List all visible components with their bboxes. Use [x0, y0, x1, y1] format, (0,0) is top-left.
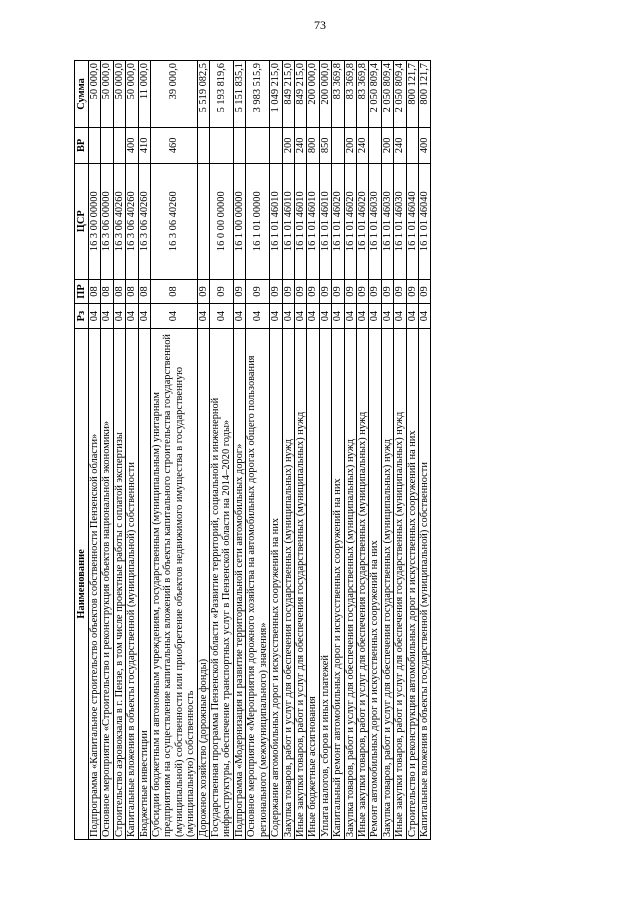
row-csr: 16 1 01 46010: [307, 163, 319, 279]
row-sum: 2 050 809,4: [381, 61, 393, 128]
row-sum: 39 000,0: [151, 61, 198, 128]
row-pr: 08: [126, 279, 138, 304]
table-row: [406, 61, 418, 840]
row-rz: 04: [101, 304, 113, 329]
row-rz: 04: [418, 304, 430, 329]
row-sum: 849 215,0: [282, 61, 294, 128]
row-rz: 04: [319, 304, 331, 329]
row-vr: 850: [319, 128, 331, 164]
row-name: Дорожное хозяйство (дорожные фонды): [197, 328, 209, 839]
table-row: [246, 61, 270, 840]
row-pr: 09: [246, 279, 270, 304]
row-pr: 09: [319, 279, 331, 304]
row-name: Государственная программа Пензенской области «Развитие территорий, социальной и инженерной инфраструктуры, обеспечение транспортных услуг в Пензенской области на 2014–2020 годы»: [210, 328, 234, 839]
row-csr: 16 1 01 46010: [282, 163, 294, 279]
row-pr: 08: [89, 279, 101, 304]
row-pr: 09: [406, 279, 418, 304]
row-pr: 09: [381, 279, 393, 304]
row-name: Иные бюджетные ассигнования: [307, 328, 319, 839]
header-pr: ПР: [75, 279, 89, 304]
row-sum: 800 121,7: [418, 61, 430, 128]
row-rz: 04: [381, 304, 393, 329]
row-csr: 16 1 01 00000: [246, 163, 270, 279]
row-pr: 08: [151, 279, 198, 304]
row-csr: 16 1 01 46040: [406, 163, 418, 279]
row-sum: 2 050 809,4: [394, 61, 406, 128]
row-rz: 04: [113, 304, 125, 329]
row-csr: 16 1 01 46030: [394, 163, 406, 279]
row-rz: 04: [294, 304, 306, 329]
row-csr: 16 1 01 46030: [381, 163, 393, 279]
row-name: Иные закупки товаров, работ и услуг для обеспечения государственных (муниципальных) нужд: [356, 328, 368, 839]
row-vr: [270, 128, 282, 164]
row-csr: 16 1 01 46010: [294, 163, 306, 279]
row-sum: 83 369,8: [344, 61, 356, 128]
budget-table: [74, 60, 431, 840]
row-pr: 09: [394, 279, 406, 304]
table-row: [294, 61, 306, 840]
row-vr: [210, 128, 234, 164]
row-name: Основное мероприятие «Мероприятия дорожного хозяйства на автомобильных дорогах общего пользования регионального (межмуниципального) значения»: [246, 328, 270, 839]
row-csr: 16 1 01 46020: [356, 163, 368, 279]
row-vr: 240: [356, 128, 368, 164]
row-rz: 04: [151, 304, 198, 329]
row-csr: 16 1 00 00000: [233, 163, 245, 279]
row-sum: 11 000,0: [138, 61, 150, 128]
row-pr: 09: [270, 279, 282, 304]
row-vr: [332, 128, 344, 164]
row-name: Закупка товаров, работ и услуг для обеспечения государственных (муниципальных) нужд: [381, 328, 393, 839]
header-csr: ЦСР: [75, 163, 89, 279]
row-sum: 200 000,0: [307, 61, 319, 128]
row-csr: 16 1 01 46040: [418, 163, 430, 279]
row-rz: 04: [369, 304, 381, 329]
row-pr: 09: [332, 279, 344, 304]
row-pr: 08: [138, 279, 150, 304]
row-rz: 04: [270, 304, 282, 329]
row-name: Капитальные вложения в объекты государственной (муниципальной) собственности: [126, 328, 138, 839]
row-sum: 50 000,0: [101, 61, 113, 128]
row-pr: 09: [307, 279, 319, 304]
table-row: [89, 61, 101, 840]
table-row: [270, 61, 282, 840]
row-rz: 04: [89, 304, 101, 329]
row-name: Бюджетные инвестиции: [138, 328, 150, 839]
table-row: [210, 61, 234, 840]
row-sum: 50 000,0: [89, 61, 101, 128]
table-row: [418, 61, 430, 840]
header-vr: ВР: [75, 128, 89, 164]
row-rz: 04: [282, 304, 294, 329]
table-row: [197, 61, 209, 840]
row-csr: 16 3 00 00000: [89, 163, 101, 279]
row-name: Подпрограмма «Капитальное строительство объектов собственности Пензенской области»: [89, 328, 101, 839]
row-name: Основное мероприятие «Строительство и реконструкция объектов национальной экономики»: [101, 328, 113, 839]
row-csr: 16 1 01 46030: [369, 163, 381, 279]
row-pr: 09: [369, 279, 381, 304]
row-csr: 16 0 00 00000: [210, 163, 234, 279]
row-rz: 04: [332, 304, 344, 329]
row-sum: 5 151 835,1: [233, 61, 245, 128]
row-vr: 460: [151, 128, 198, 164]
row-name: Подпрограмма «Модернизация и развитие территориальной сети автомобильных дорог»: [233, 328, 245, 839]
row-vr: [113, 128, 125, 164]
row-csr: [197, 163, 209, 279]
row-sum: 50 000,0: [126, 61, 138, 128]
row-name: Капитальный ремонт автомобильных дорог и искусственных сооружений на них: [332, 328, 344, 839]
table-row: [282, 61, 294, 840]
row-csr: 16 3 06 40260: [138, 163, 150, 279]
row-name: Субсидии бюджетным и автономным учреждениям, государственным (муниципальным) унитарным предприятиям на осуществление капитальных вложений в объекты капитального строительства государственной (муниципальной) собственности или приобретение объектов недвижимого имущества в государственную (муниципальную) собственность: [151, 328, 198, 839]
row-rz: 04: [307, 304, 319, 329]
row-vr: 400: [126, 128, 138, 164]
row-pr: 09: [294, 279, 306, 304]
row-vr: 240: [394, 128, 406, 164]
row-pr: 09: [282, 279, 294, 304]
table-row: [101, 61, 113, 840]
row-pr: 09: [344, 279, 356, 304]
row-vr: 410: [138, 128, 150, 164]
page-number: 73: [314, 18, 326, 32]
row-name: Ремонт автомобильных дорог и искусственных сооружений на них: [369, 328, 381, 839]
row-csr: 16 3 06 40260: [113, 163, 125, 279]
table-row: [138, 61, 150, 840]
row-pr: 09: [418, 279, 430, 304]
row-csr: 16 3 06 40260: [151, 163, 198, 279]
row-vr: 200: [344, 128, 356, 164]
row-rz: 04: [210, 304, 234, 329]
row-csr: 16 1 01 46020: [344, 163, 356, 279]
row-vr: 240: [294, 128, 306, 164]
row-vr: 400: [418, 128, 430, 164]
row-rz: 04: [356, 304, 368, 329]
row-rz: 04: [197, 304, 209, 329]
row-vr: 200: [282, 128, 294, 164]
row-name: Содержание автомобильных дорог и искусственных сооружений на них: [270, 328, 282, 839]
table-header-row: [75, 61, 89, 840]
table-row: [344, 61, 356, 840]
row-pr: 09: [210, 279, 234, 304]
row-sum: 2 050 809,4: [369, 61, 381, 128]
row-vr: [369, 128, 381, 164]
row-name: Иные закупки товаров, работ и услуг для обеспечения государственных (муниципальных) нужд: [294, 328, 306, 839]
header-name: Наименование: [75, 328, 89, 839]
row-sum: 5 193 819,6: [210, 61, 234, 128]
row-rz: 04: [246, 304, 270, 329]
row-sum: 83 369,8: [356, 61, 368, 128]
row-vr: [197, 128, 209, 164]
table-row: [394, 61, 406, 840]
row-name: Иные закупки товаров, работ и услуг для обеспечения государственных (муниципальных) нужд: [394, 328, 406, 839]
row-sum: 800 121,7: [406, 61, 418, 128]
row-pr: 08: [113, 279, 125, 304]
row-name: Капитальные вложения в объекты государственной (муниципальной) собственности: [418, 328, 430, 839]
row-pr: 09: [356, 279, 368, 304]
row-sum: 3 983 515,9: [246, 61, 270, 128]
row-name: Закупка товаров, работ и услуг для обеспечения государственных (муниципальных) нужд: [282, 328, 294, 839]
row-vr: [406, 128, 418, 164]
row-csr: 16 3 06 40260: [126, 163, 138, 279]
row-vr: [246, 128, 270, 164]
row-sum: 83 369,8: [332, 61, 344, 128]
row-vr: 800: [307, 128, 319, 164]
row-sum: 200 000,0: [319, 61, 331, 128]
table-row: [332, 61, 344, 840]
row-rz: 04: [233, 304, 245, 329]
row-rz: 04: [344, 304, 356, 329]
row-rz: 04: [394, 304, 406, 329]
row-name: Уплата налогов, сборов и иных платежей: [319, 328, 331, 839]
row-vr: [101, 128, 113, 164]
table-row: [381, 61, 393, 840]
row-name: Строительство аэровокзала в г. Пензе, в том числе проектные работы с оплатой экспертизы: [113, 328, 125, 839]
row-vr: 200: [381, 128, 393, 164]
header-rz: Рз: [75, 304, 89, 329]
row-csr: 16 1 01 46020: [332, 163, 344, 279]
row-sum: 5 519 082,5: [197, 61, 209, 128]
row-vr: [233, 128, 245, 164]
table-row: [113, 61, 125, 840]
table-row: [356, 61, 368, 840]
rotated-table-container: [74, 60, 614, 840]
row-csr: 16 3 06 00000: [101, 163, 113, 279]
table-row: [307, 61, 319, 840]
row-name: Закупка товаров, работ и услуг для обеспечения государственных (муниципальных) нужд: [344, 328, 356, 839]
row-sum: 50 000,0: [113, 61, 125, 128]
table-row: [319, 61, 331, 840]
row-csr: 16 1 01 46010: [319, 163, 331, 279]
row-vr: [89, 128, 101, 164]
table-row: [126, 61, 138, 840]
row-pr: 09: [233, 279, 245, 304]
row-pr: 09: [197, 279, 209, 304]
row-rz: 04: [138, 304, 150, 329]
table-row: [369, 61, 381, 840]
row-rz: 04: [406, 304, 418, 329]
row-name: Строительство и реконструкция автомобильных дорог и искусственных сооружений на них: [406, 328, 418, 839]
row-sum: 849 215,0: [294, 61, 306, 128]
row-pr: 08: [101, 279, 113, 304]
row-rz: 04: [126, 304, 138, 329]
row-csr: 16 1 01 46010: [270, 163, 282, 279]
row-sum: 1 049 215,0: [270, 61, 282, 128]
table-row: [151, 61, 198, 840]
header-sum: Сумма: [75, 61, 89, 128]
table-row: [233, 61, 245, 840]
